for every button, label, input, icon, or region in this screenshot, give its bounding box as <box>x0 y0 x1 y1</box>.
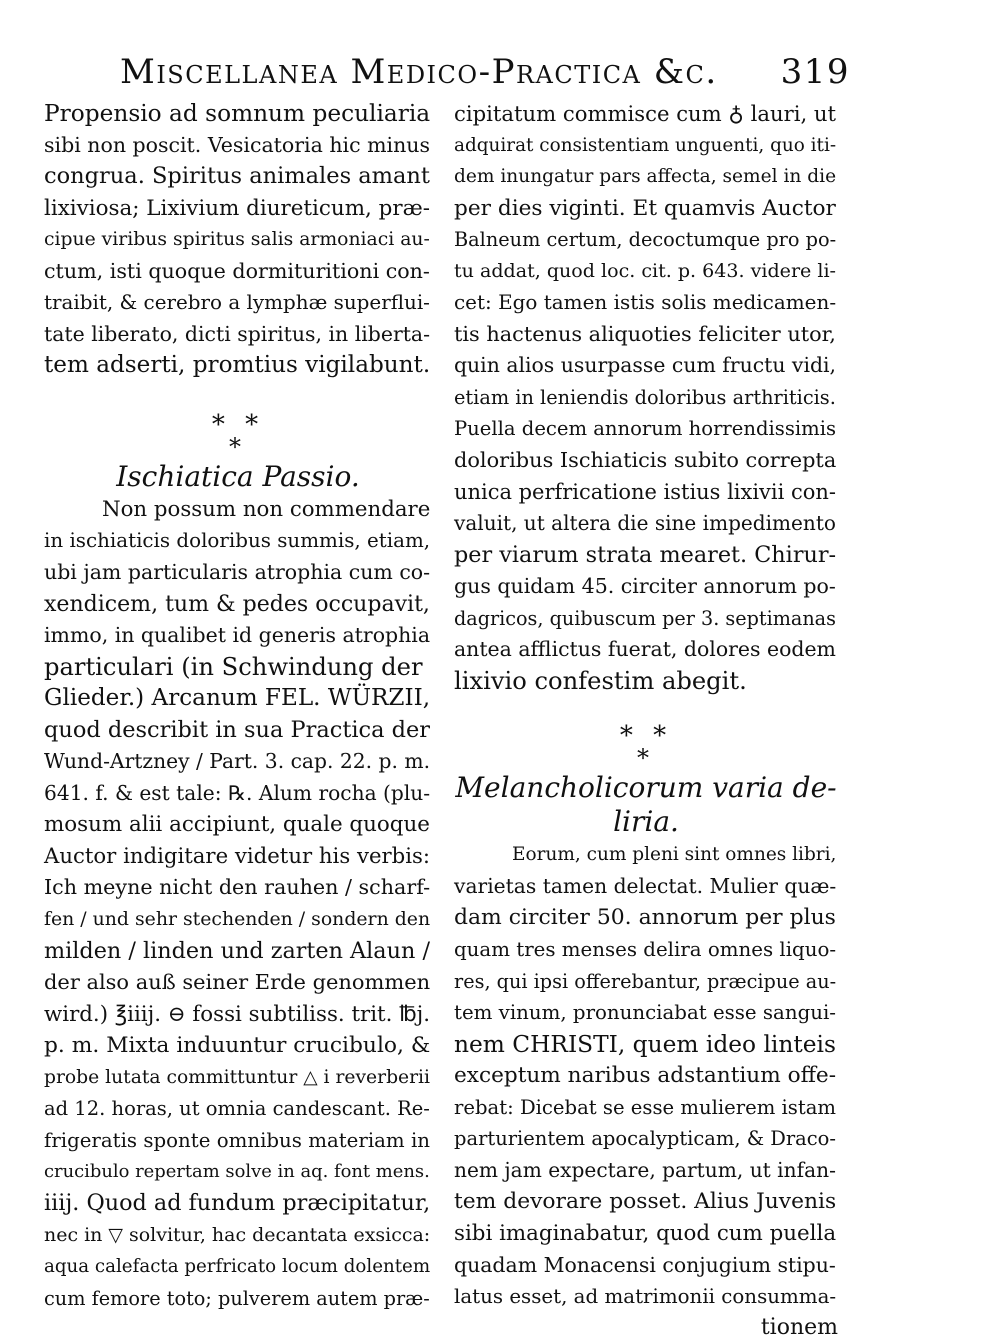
text-line: tis hactenus aliquoties feliciter utor, <box>454 321 836 346</box>
text-line: cipitatum commisce cum ♁ lauri, ut <box>454 101 837 126</box>
text-line: ad 12. horas, ut omnia candescant. Re- <box>44 1097 430 1121</box>
text-line: lixiviosa; Lixivium diureticum, præ- <box>44 195 430 221</box>
text-line: exceptum naribus adstantium offe- <box>454 1063 837 1089</box>
text-line: dem inungatur pars affecta, semel in die <box>454 166 837 188</box>
text-line: aqua calefacta perfricato locum dolentem <box>44 1256 431 1278</box>
text-line: traibit, & cerebro a lymphæ superflui- <box>44 291 430 315</box>
ornament-stars-top: * * <box>619 721 673 752</box>
text-line: in ischiaticis doloribus summis, etiam, <box>44 529 431 553</box>
text-line: unica perfricatione istius lixivii con- <box>454 479 836 504</box>
text-line: ctum, isti quoque dormituritioni con- <box>44 258 430 283</box>
ornament-stars-top: * * <box>211 409 265 440</box>
ornament-stars-bottom: * <box>229 432 247 461</box>
text-line: p. m. Mixta induuntur crucibulo, & <box>44 1033 431 1059</box>
text-line: Ich meyne nicht den rauhen / scharf- <box>44 875 431 900</box>
text-line: quadam Monacensi conjugium stipu- <box>454 1252 836 1277</box>
text-line: parturientem apocalypticam, & Draco- <box>454 1127 836 1151</box>
left-paragraph-1 <box>44 98 432 382</box>
text-line: wird.) ℥iiij. ⊖ fossi subtiliss. trit. ℔j. <box>44 1001 431 1027</box>
text-line: milden / linden und zarten Alaun / <box>44 937 430 964</box>
running-title: Miscellanea Medico-Practica &c. <box>120 52 718 92</box>
text-line: tate liberato, dicti spiritus, in liberta- <box>44 321 431 346</box>
text-line: sibi imaginabatur, quod cum puella <box>454 1220 837 1246</box>
text-line: doloribus Ischiaticis subito correpta <box>454 448 837 473</box>
text-line: congrua. Spiritus animales amant <box>44 163 430 190</box>
text-line: cet: Ego tamen istis solis medicamen- <box>454 290 837 315</box>
text-line: Propensio ad somnum peculiaria <box>44 100 431 127</box>
section-heading <box>454 771 838 839</box>
text-line: der also auß seiner Erde genommen <box>44 970 431 995</box>
text-line: nem jam expectare, partum, ut infan- <box>454 1157 836 1182</box>
text-line: nec in ▽ solvitur, hac decantata exsicca: <box>44 1223 431 1246</box>
text-line: frigeratis sponte omnibus materiam in <box>44 1128 431 1152</box>
page-number: 319 <box>780 52 850 92</box>
text-line: quod describit in sua Practica der <box>44 716 431 743</box>
text-line: ubi jam particularis atrophia cum co- <box>44 560 431 585</box>
text-line: quin alios usurpasse cum fructu vidi, <box>454 353 837 378</box>
text-line: tem vinum, pronunciabat esse sangui- <box>454 1001 836 1025</box>
left-paragraph-2 <box>44 494 432 1314</box>
text-line: tu addat, quod loc. cit. p. 643. videre li- <box>454 259 836 282</box>
section-ornament <box>454 721 838 773</box>
text-line: latus esset, ad matrimonii consumma- <box>454 1285 837 1309</box>
section-heading-line: liria. <box>613 805 679 839</box>
ornament-stars-bottom: * <box>637 744 655 773</box>
text-line: iiij. Quod ad fundum præcipitatur, <box>44 1189 431 1216</box>
text-line: Non possum non commendare <box>102 496 431 522</box>
text-line: gus quidam 45. circiter annorum po- <box>454 574 836 599</box>
text-line: mosum alii accipiunt, quale quoque <box>44 812 430 838</box>
text-line: immo, in qualibet id generis atrophia <box>44 623 431 648</box>
text-line: lixivio confestim abegit. <box>454 666 747 695</box>
text-line: Auctor indigitare videtur his verbis: <box>44 843 431 869</box>
text-line: tem adserti, promtius vigilabunt. <box>44 352 431 379</box>
text-line: dagricos, quibuscum per 3. septimanas <box>454 606 836 630</box>
text-line: res, qui ipsi offerebantur, præcipue au- <box>454 969 837 993</box>
section-ornament <box>44 409 432 461</box>
right-column <box>454 98 838 1343</box>
text-line: Wund-Artzney / Part. 3. cap. 22. p. m. <box>44 749 431 774</box>
text-line: Puella decem annorum horrendissimis <box>454 417 837 441</box>
text-line: Balneum certum, decoctumque pro po- <box>454 228 837 252</box>
text-line: xendicem, tum & pedes occupavit, <box>44 591 430 617</box>
text-line: sibi non poscit. Vesicatoria hic minus <box>44 132 431 157</box>
text-line: particulari (in Schwindung der <box>44 652 423 681</box>
catchword: tionem <box>760 1314 838 1340</box>
text-line: tem devorare posset. Alius Juvenis <box>454 1189 837 1215</box>
right-paragraph-2 <box>454 839 838 1312</box>
right-paragraph-1 <box>454 98 838 697</box>
text-line: rebat: Dicebat se esse mulierem istam <box>454 1095 837 1119</box>
text-line: fen / und sehr stechenden / sondern den <box>44 908 431 931</box>
text-line: probe lutata committuntur △ i reverberii <box>44 1066 431 1088</box>
text-line: dam circiter 50. annorum per plus <box>454 905 836 931</box>
text-line: Glieder.) Arcanum FEL. WÜRZII, <box>44 685 431 712</box>
text-line: nem CHRISTI, quem ideo linteis <box>454 1030 836 1058</box>
text-line: etiam in leniendis doloribus arthriticis. <box>454 385 836 409</box>
text-line: cipue viribus spiritus salis armoniaci au- <box>44 229 430 251</box>
text-line: antea afflictus fuerat, dolores eodem <box>454 637 836 662</box>
section-heading-line: Melancholicorum varia de- <box>455 771 837 805</box>
text-line: per viarum strata mearet. Chirur- <box>454 541 837 568</box>
text-line: per dies viginti. Et quamvis Auctor <box>454 195 836 221</box>
text-line: quam tres menses delira omnes liquo- <box>454 938 837 962</box>
text-line: valuit, ut altera die sine impedimento <box>454 511 836 536</box>
left-column <box>44 98 432 1314</box>
text-line: crucibulo repertam solve in aq. font mens. <box>44 1161 430 1183</box>
text-line: Eorum, cum pleni sint omnes libri, <box>512 844 837 866</box>
text-line: adquirat consistentiam unguenti, quo iti- <box>454 134 837 156</box>
text-line: cum femore toto; pulverem autem præ- <box>44 1286 430 1310</box>
running-header <box>120 52 850 92</box>
text-line: 641. f. & est tale: ℞. Alum rocha (plu- <box>44 780 431 805</box>
section-heading: Ischiatica Passio. <box>116 459 360 493</box>
text-line: varietas tamen delectat. Mulier quæ- <box>454 873 837 898</box>
